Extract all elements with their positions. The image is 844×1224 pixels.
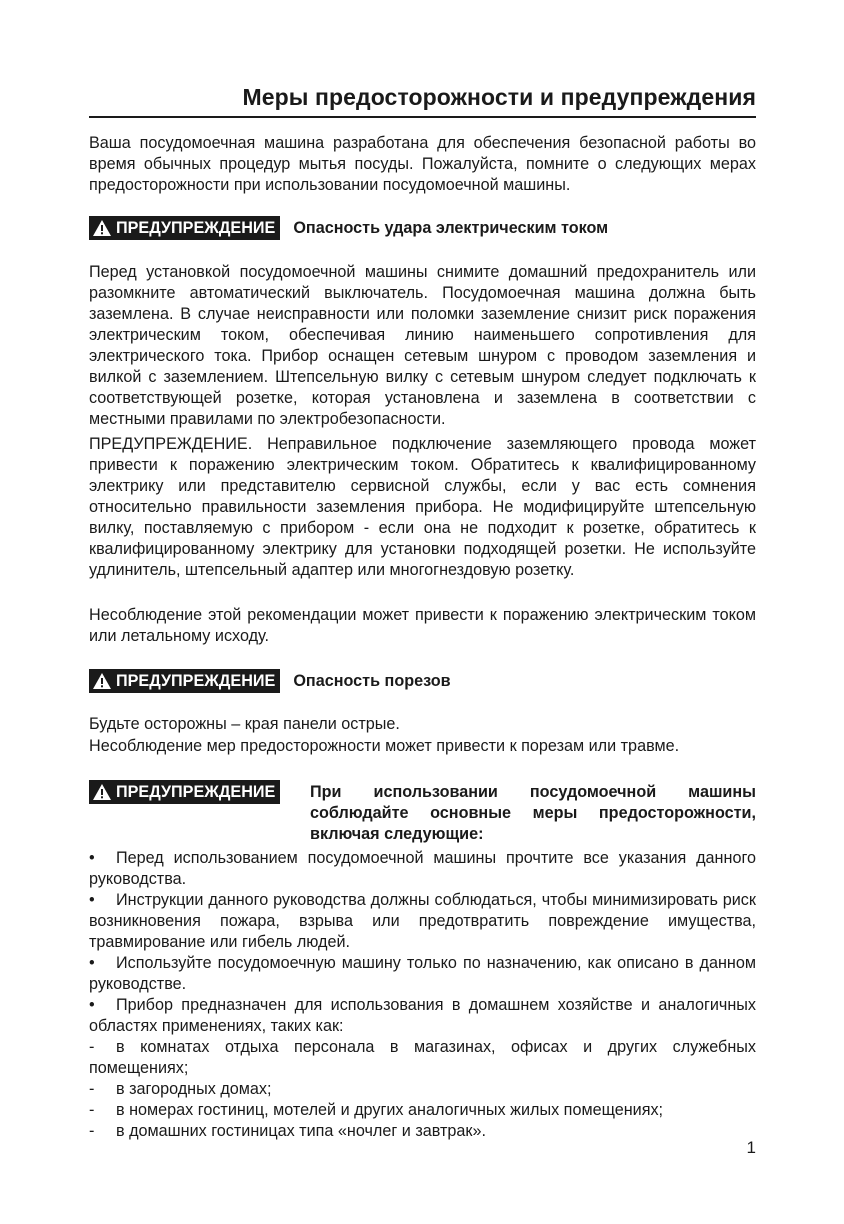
warning-label: ПРЕДУПРЕЖДЕНИЕ [116,671,276,690]
list-item: - в номерах гостиниц, мотелей и других аналогичных жилых помещениях; [89,1101,664,1119]
page-title: Меры предосторожности и предупреждения [242,84,756,110]
electric-paragraph-2: ПРЕДУПРЕЖДЕНИЕ. Неправильное подключение заземляющего провода может привести к поражению электрическим током. Обратитесь к квалифицированному электрику или представителю сервисной службы, если у вас есть сомнения относительно правильности заземления прибора. Не модифицируйте штепсельную вилку, поставляемую с прибором - если она не подходит к розетке, обратитесь к квалифицированному электрику для установки подходящей розетки. Не используйте удлинитель, штепсельный адаптер или многогнездовую розетку. [89,435,756,579]
warning-triangle-icon [92,672,112,690]
warning-electric-shock [89,216,608,240]
warning-title: При использовании посудомоечной машины соблюдайте основные меры предосторожности, включая следующие: [310,783,756,843]
warning-badge [89,669,280,693]
page-number: 1 [746,1138,756,1157]
list-item: - в комнатах отдыха персонала в магазинах, офисах и других служебных помещениях; [89,1038,756,1077]
electric-paragraph-1: Перед установкой посудомоечной машины снимите домашний предохранитель или разомкните автоматический выключатель. Посудомоечная машина должна быть заземлена. В случае неисправности или поломки заземление снизит риск поражения электрическим током, обеспечивая линию наименьшего сопротивления для электрического тока. Прибор оснащен сетевым шнуром с проводом заземления и вилкой с заземлением. Штепсельную вилку с сетевым шнуром следует подключать к соответствующей розетке, которая установлена и заземлена в соответствии с местными правилами по электробезопасности. [89,263,756,428]
cuts-paragraph-2: Несоблюдение мер предосторожности может привести к порезам или травме. [89,737,680,755]
warning-cuts [89,669,451,693]
intro-paragraph: Ваша посудомоечная машина разработана для обеспечения безопасной работы во время обычных процедур мытья посуды. Пожалуйста, помните о следующих мерах предосторожности при использовании посудомоечной машины. [89,134,756,194]
warning-label: ПРЕДУПРЕЖДЕНИЕ [116,782,276,801]
precautions-list [89,848,756,1142]
warning-title: Опасность удара электрическим током [293,218,609,237]
list-item: • Инструкции данного руководства должны соблюдаться, чтобы минимизировать риск возникновения пожара, взрыва или предотвратить повреждение имущества, травмирование или гибель людей. [89,891,756,951]
warning-triangle-icon [92,783,112,801]
cuts-paragraph-1: Будьте осторожны – края панели острые. [89,715,400,733]
warning-triangle-icon [92,219,112,237]
list-item: - в домашних гостиницах типа «ночлег и завтрак». [89,1122,486,1140]
title-divider [89,116,756,118]
warning-title: Опасность порезов [293,671,451,690]
list-item: • Прибор предназначен для использования в домашнем хозяйстве и аналогичных областях применениях, таких как: [89,996,756,1035]
warning-badge [89,216,280,240]
list-item: - в загородных домах; [89,1080,272,1098]
warning-label: ПРЕДУПРЕЖДЕНИЕ [116,218,276,237]
warning-badge [89,780,280,804]
list-item: • Перед использованием посудомоечной машины прочтите все указания данного руководства. [89,849,756,888]
list-item: • Используйте посудомоечную машину только по назначению, как описано в данном руководстве. [89,954,756,993]
electric-paragraph-3: Несоблюдение этой рекомендации может привести к поражению электрическим током или летальному исходу. [89,606,756,645]
